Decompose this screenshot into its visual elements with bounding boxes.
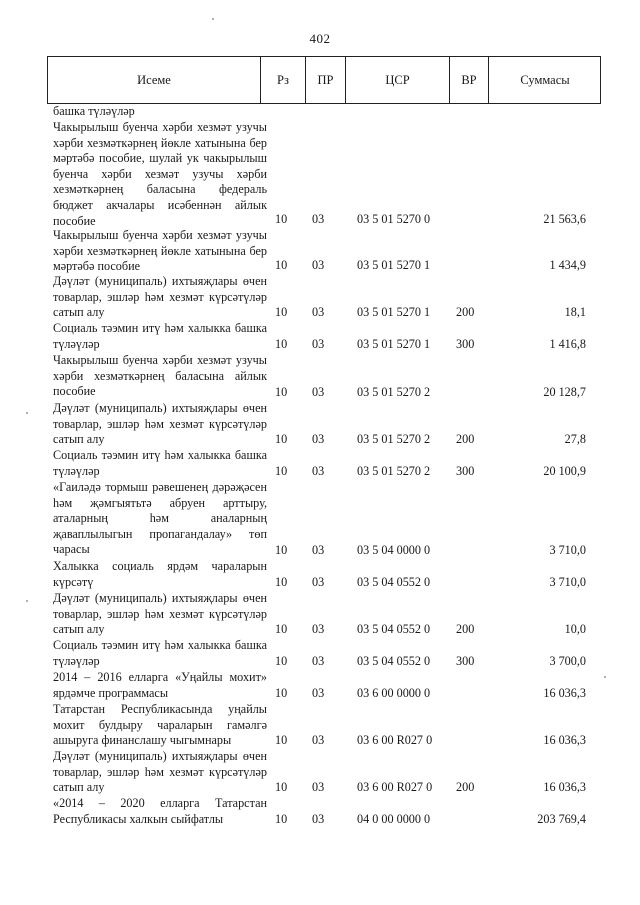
- row-rz: 10: [275, 733, 288, 748]
- row-vr: 300: [456, 337, 475, 352]
- row-sum: 16 036,3: [543, 733, 586, 748]
- row-csr: 03 5 04 0552 0: [357, 575, 431, 590]
- row-csr: 03 5 01 5270 1: [357, 305, 431, 320]
- table-row: [0, 448, 640, 480]
- row-pr: 03: [312, 654, 325, 669]
- row-vr: 300: [456, 464, 475, 479]
- row-sum: 16 036,3: [543, 780, 586, 795]
- header-name: Исеме: [137, 72, 171, 87]
- table-row: [0, 702, 640, 749]
- row-pr: 03: [312, 780, 325, 795]
- table-row: [0, 638, 640, 670]
- scan-speck: [212, 18, 214, 20]
- row-csr: 03 5 04 0000 0: [357, 543, 431, 558]
- row-pr: 03: [312, 432, 325, 447]
- row-name: Дәүләт (муниципаль) ихтыяҗлары өчен товарлар, эшләр һәм хезмәт күрсәтүләр сатып алу: [53, 274, 267, 320]
- row-csr: 04 0 00 0000 0: [357, 812, 431, 827]
- row-pr: 03: [312, 212, 325, 227]
- row-rz: 10: [275, 258, 288, 273]
- header-sum: Суммасы: [488, 57, 601, 103]
- row-vr: 200: [456, 305, 475, 320]
- table-row: [0, 120, 640, 228]
- row-rz: 10: [275, 337, 288, 352]
- row-rz: 10: [275, 432, 288, 447]
- row-rz: 10: [275, 575, 288, 590]
- table-row: [0, 559, 640, 591]
- row-sum: 1 416,8: [549, 337, 586, 352]
- row-rz: 10: [275, 543, 288, 558]
- row-csr: 03 5 04 0552 0: [357, 622, 431, 637]
- row-sum: 16 036,3: [543, 686, 586, 701]
- row-name: Чакырылыш буенча хәрби хезмәт узучы хәрби хезмәткәрнең йөкле хатынына бер мәртәбә пособие: [53, 228, 267, 274]
- row-sum: 203 769,4: [537, 812, 586, 827]
- row-sum: 18,1: [564, 305, 586, 320]
- row-pr: 03: [312, 258, 325, 273]
- row-sum: 1 434,9: [549, 258, 586, 273]
- table-row: [0, 104, 640, 120]
- row-rz: 10: [275, 464, 288, 479]
- table-row: [0, 670, 640, 702]
- row-pr: 03: [312, 622, 325, 637]
- row-pr: 03: [312, 337, 325, 352]
- row-rz: 10: [275, 212, 288, 227]
- table-row: [0, 274, 640, 321]
- page-number: 402: [309, 31, 331, 46]
- row-sum: 3 700,0: [549, 654, 586, 669]
- row-pr: 03: [312, 686, 325, 701]
- row-pr: 03: [312, 733, 325, 748]
- header-csr: ЦСР: [345, 57, 449, 103]
- row-name: Дәүләт (муниципаль) ихтыяҗлары өчен товарлар, эшләр һәм хезмәт күрсәтүләр сатып алу: [53, 401, 267, 447]
- scan-speck: [26, 600, 28, 602]
- row-rz: 10: [275, 686, 288, 701]
- row-name: башка түләүләр: [53, 104, 135, 118]
- row-name: 2014 – 2016 елларга «Уңайлы мохит» ярдәмче программасы: [53, 670, 267, 700]
- table-row: [0, 401, 640, 448]
- table-row: [0, 480, 640, 559]
- table-body: [0, 104, 640, 828]
- header-vr: ВР: [449, 57, 488, 103]
- row-sum: 3 710,0: [549, 575, 586, 590]
- row-rz: 10: [275, 385, 288, 400]
- row-rz: 10: [275, 812, 288, 827]
- row-rz: 10: [275, 622, 288, 637]
- row-pr: 03: [312, 464, 325, 479]
- row-csr: 03 5 01 5270 2: [357, 432, 431, 447]
- scan-speck: [604, 676, 606, 678]
- row-sum: 3 710,0: [549, 543, 586, 558]
- row-csr: 03 5 01 5270 1: [357, 258, 431, 273]
- row-csr: 03 6 00 R027 0: [357, 733, 433, 748]
- row-pr: 03: [312, 543, 325, 558]
- table-row: [0, 749, 640, 796]
- row-name: Чакырылыш буенча хәрби хезмәт узучы хәрби хезмәткәрнең йөкле хатынына бер мәртәбә пособие, шулай ук чакырылыш буенча хәрби хезмәт узучы хәрби хезмәткәрнең баласына федераль бюджет акчалары исәбеннән айлык пособие: [53, 120, 267, 228]
- table-row: [0, 353, 640, 401]
- table-row: [0, 228, 640, 274]
- row-name: Социаль тәэмин итү һәм халыкка башка түләүләр: [53, 321, 267, 351]
- row-rz: 10: [275, 654, 288, 669]
- row-pr: 03: [312, 812, 325, 827]
- row-vr: 200: [456, 432, 475, 447]
- scan-speck: [26, 412, 28, 414]
- row-name: Социаль тәэмин итү һәм халыкка башка түләүләр: [53, 638, 267, 668]
- row-name: «2014 – 2020 елларга Татарстан Республикасы халкын сыйфатлы: [53, 796, 267, 826]
- row-pr: 03: [312, 305, 325, 320]
- row-sum: 20 100,9: [543, 464, 586, 479]
- row-vr: 200: [456, 622, 475, 637]
- row-vr: 200: [456, 780, 475, 795]
- header-rz: Рз: [260, 57, 305, 103]
- row-name: «Гаиләдә тормыш рәвешенең дәрәҗәсен һәм җәмгыятьтә абруен арттыру, аталарның һәм аналарның җаваплылыгын пропагандалау» төп чарасы: [53, 480, 267, 557]
- table-row: [0, 591, 640, 638]
- table-row: [0, 796, 640, 828]
- row-name: Дәүләт (муниципаль) ихтыяҗлары өчен товарлар, эшләр һәм хезмәт күрсәтүләр сатып алу: [53, 591, 267, 637]
- row-name: Социаль тәэмин итү һәм халыкка башка түләүләр: [53, 448, 267, 478]
- row-name: Татарстан Республикасында уңайлы мохит булдыру чараларын гамәлгә ашыруга финанслашу чыгымнары: [53, 702, 267, 748]
- table-row: [0, 321, 640, 353]
- row-rz: 10: [275, 780, 288, 795]
- row-name: Дәүләт (муниципаль) ихтыяҗлары өчен товарлар, эшләр һәм хезмәт күрсәтүләр сатып алу: [53, 749, 267, 795]
- row-name: Халыкка социаль ярдәм чараларын күрсәтү: [53, 559, 267, 589]
- row-sum: 21 563,6: [543, 212, 586, 227]
- row-vr: 300: [456, 654, 475, 669]
- row-sum: 27,8: [564, 432, 586, 447]
- row-csr: 03 5 01 5270 2: [357, 464, 431, 479]
- row-csr: 03 5 04 0552 0: [357, 654, 431, 669]
- row-csr: 03 6 00 0000 0: [357, 686, 431, 701]
- row-csr: 03 5 01 5270 0: [357, 212, 431, 227]
- row-name: Чакырылыш буенча хәрби хезмәт узучы хәрби хезмәткәрнең баласына айлык пособие: [53, 353, 267, 399]
- table-header: [47, 56, 601, 104]
- row-csr: 03 5 01 5270 1: [357, 337, 431, 352]
- row-rz: 10: [275, 305, 288, 320]
- row-sum: 20 128,7: [543, 385, 586, 400]
- row-csr: 03 5 01 5270 2: [357, 385, 431, 400]
- row-pr: 03: [312, 385, 325, 400]
- row-sum: 10,0: [564, 622, 586, 637]
- row-pr: 03: [312, 575, 325, 590]
- row-csr: 03 6 00 R027 0: [357, 780, 433, 795]
- header-pr: ПР: [305, 57, 345, 103]
